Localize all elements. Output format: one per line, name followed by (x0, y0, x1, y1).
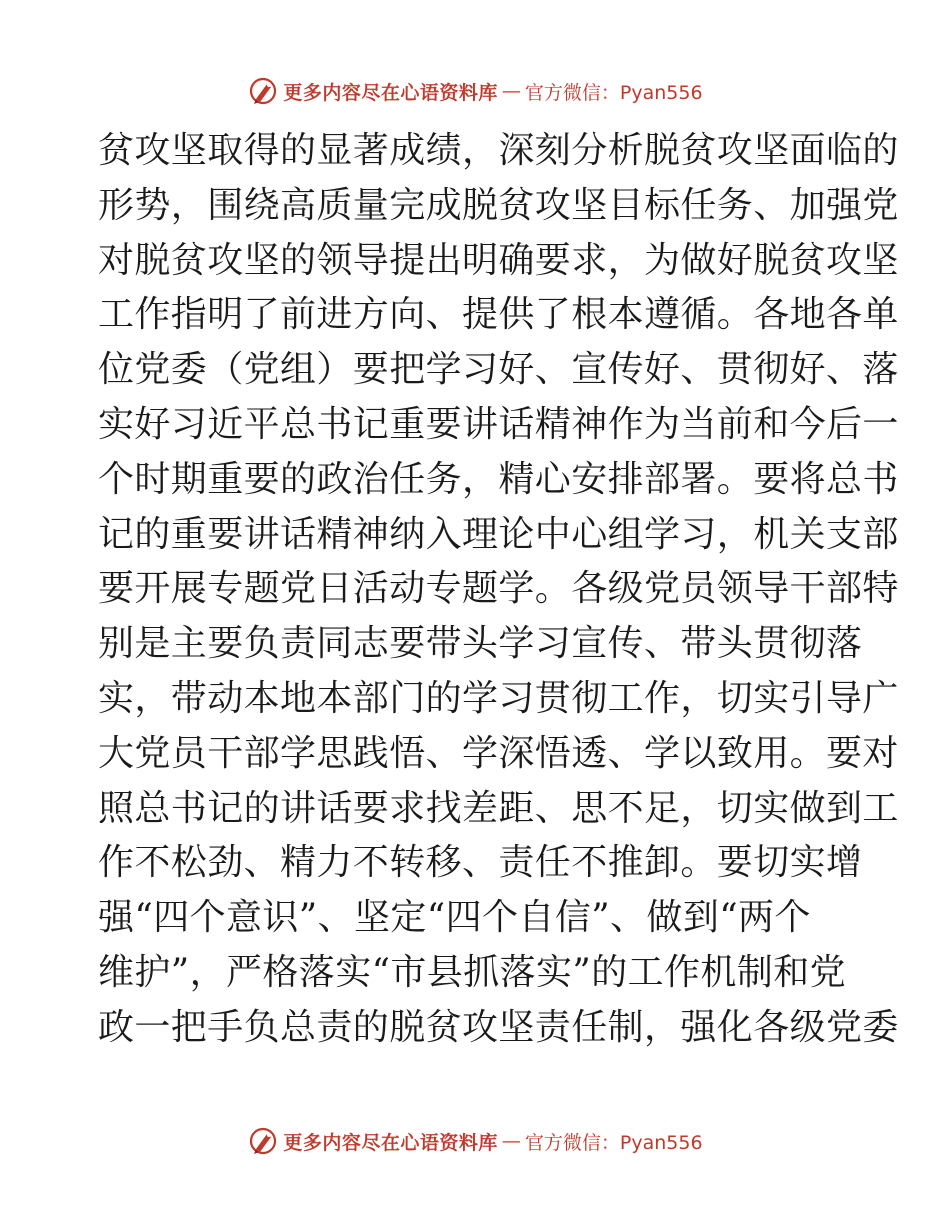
header-watermark (0, 74, 950, 108)
watermark-contact: 官方微信：Pyan556 (524, 81, 703, 104)
text-line: 对脱贫攻坚的领导提出明确要求，为做好脱贫攻坚 (98, 239, 899, 281)
text-line: 实好习近平总书记重要讲话精神作为当前和今后一 (98, 403, 899, 445)
text-line: 贫攻坚取得的显著成绩，深刻分析脱贫攻坚面临的 (98, 130, 899, 171)
text-line: 照总书记的讲话要求找差距、思不足，切实做到工 (98, 787, 899, 829)
body-text (98, 124, 899, 1056)
text-line: 形势，围绕高质量完成脱贫攻坚目标任务、加强党 (98, 184, 899, 226)
watermark-separator: — (501, 80, 521, 102)
watermark-main-text: 更多内容尽在心语资料库 (283, 1131, 498, 1154)
text-line: 位党委（党组）要把学习好、宣传好、贯彻好、落 (98, 349, 899, 391)
text-line: 维护”，严格落实“市县抓落实”的工作机制和党 (98, 951, 847, 993)
footer-watermark (0, 1124, 950, 1158)
text-line: 实，带动本地本部门的学习贯彻工作，切实引导广 (98, 677, 899, 719)
watermark-main-text: 更多内容尽在心语资料库 (283, 81, 498, 104)
pen-logo-icon (247, 1125, 279, 1157)
text-line: 别是主要负责同志要带头学习宣传、带头贯彻落 (98, 623, 863, 665)
text-line: 工作指明了前进方向、提供了根本遵循。各地各单 (98, 294, 899, 336)
watermark-contact: 官方微信：Pyan556 (524, 1131, 703, 1154)
pen-logo-icon (247, 75, 279, 107)
text-line: 大党员干部学思践悟、学深悟透、学以致用。要对 (98, 732, 899, 774)
text-line: 作不松劲、精力不转移、责任不推卸。要切实增 (98, 842, 863, 884)
text-line: 要开展专题党日活动专题学。各级党员领导干部特 (98, 568, 899, 610)
text-line: 个时期重要的政治任务，精心安排部署。要将总书 (98, 458, 899, 500)
text-line: 政一把手负总责的脱贫攻坚责任制，强化各级党委 (98, 1006, 899, 1048)
text-line: 强“四个意识”、坚定“四个自信”、做到“两个 (98, 897, 811, 939)
text-line: 记的重要讲话精神纳入理论中心组学习，机关支部 (98, 513, 899, 555)
watermark-separator: — (501, 1130, 521, 1152)
